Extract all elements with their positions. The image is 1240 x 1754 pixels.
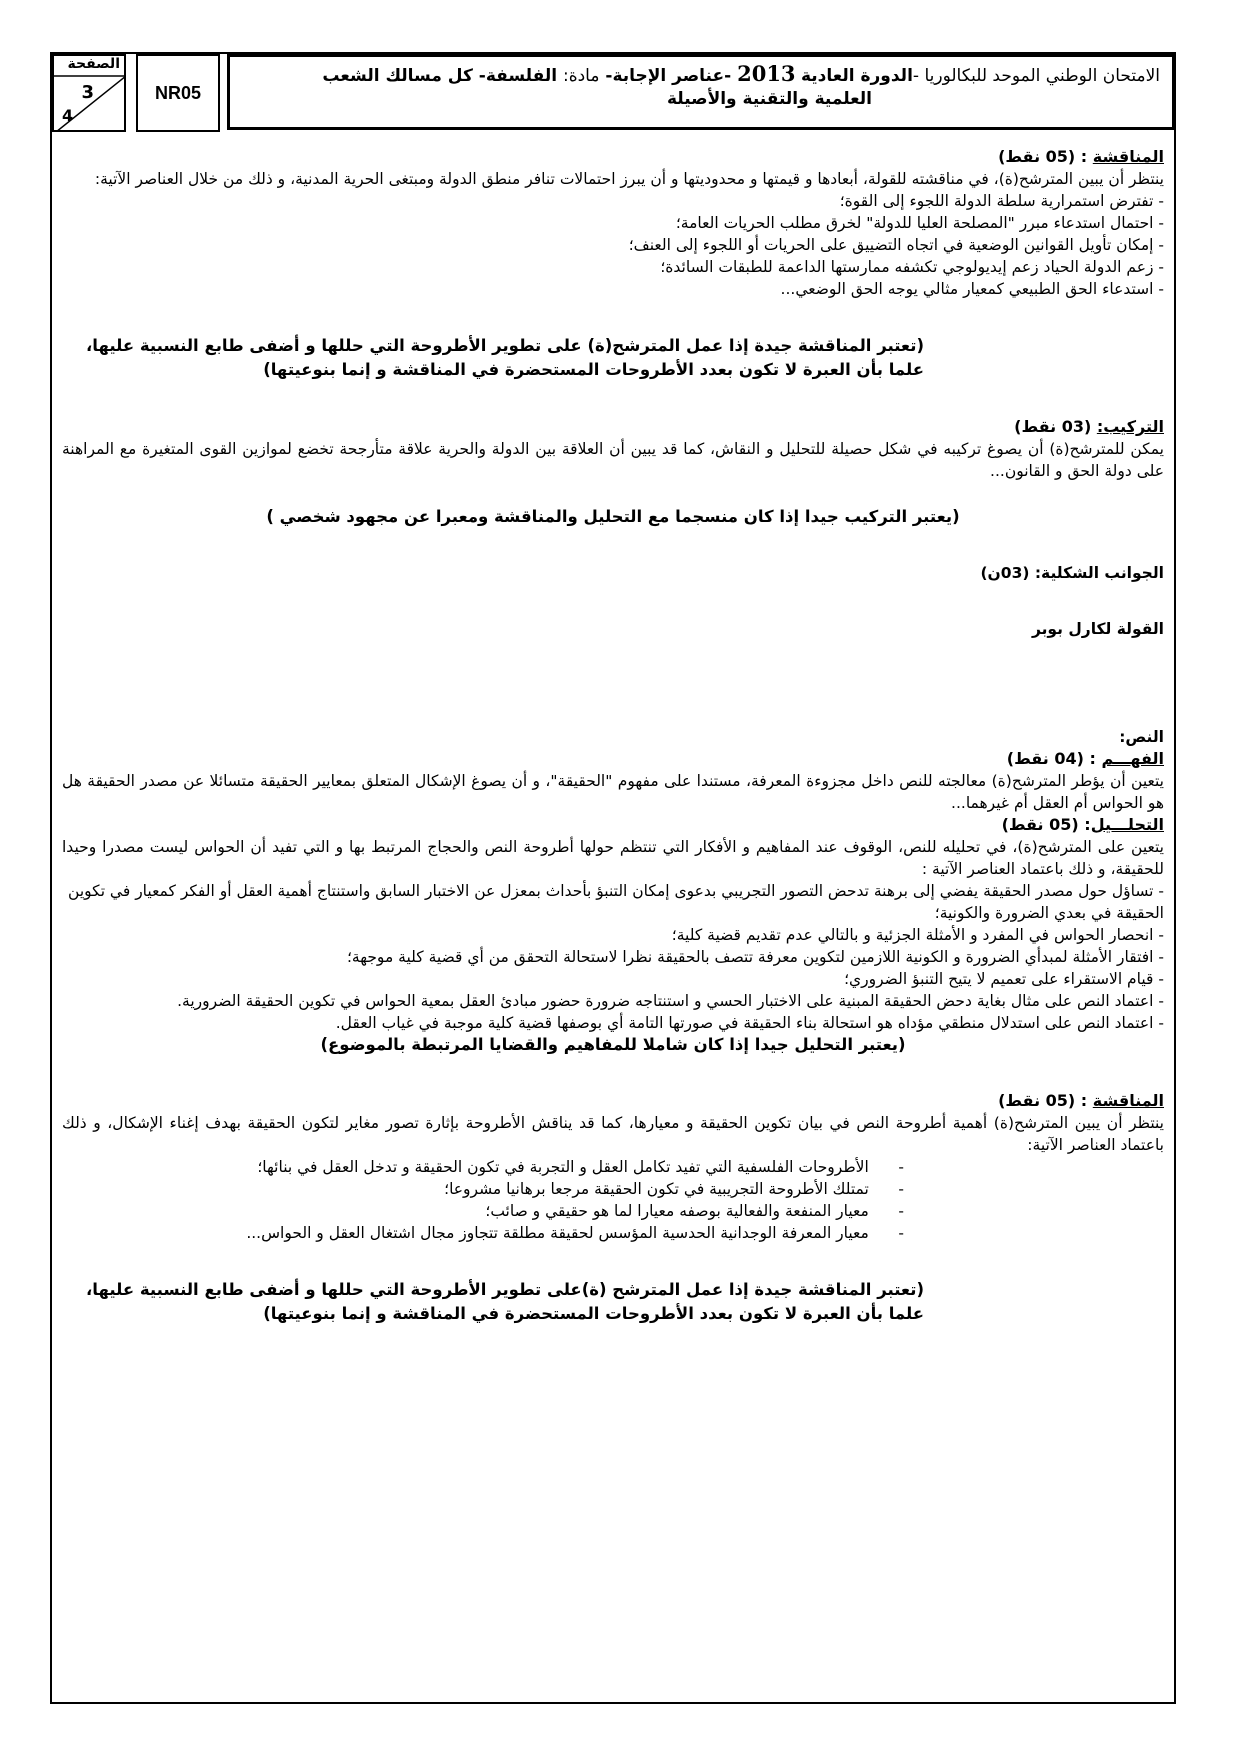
list-item: - تمتلك الأطروحة التجريبية في تكون الحقيقة مرجعا برهانيا مشروعا؛	[62, 1178, 904, 1200]
list-item: - قيام الاستقراء على تعميم لا يتيح التنبؤ الضروري؛	[62, 968, 1164, 990]
subject-label: مادة:	[562, 66, 600, 86]
page-content	[62, 146, 1164, 1326]
analysis-intro: يتعين على المترشح(ة)، في تحليله للنص، الوقوف عند المفاهيم و الأفكار التي تنتظم حولها أطروحة النص والحجاج المرتبط بها و التي تفيد أن الحواس ليست مصدرا وحيدا للحقيقة، و ذلك باعتماد العناصر الآتية :	[62, 838, 1164, 878]
page-current: 3	[81, 82, 94, 103]
synthesis-text: يمكن للمترشح(ة) أن يصوغ تركيبه في شكل حصيلة للتحليل و النقاش، كما قد يبين أن العلاقة بين الدولة والحرية علاقة متأرجحة تخضع لموازين القوى المتغيرة مع المراهنة على دولة الحق و القانون...	[62, 440, 1164, 480]
exam-title-box	[227, 54, 1175, 130]
analysis-heading: التحلـــيل: (05 نقط)	[1001, 815, 1164, 834]
discussion-heading-2: المناقشة : (05 نقط)	[998, 1091, 1164, 1110]
list-item: - الأطروحات الفلسفية التي تفيد تكامل العقل و التجربة في تكون الحقيقة و تدخل العقل في بنائها؛	[62, 1156, 904, 1178]
list-item: - معيار المعرفة الوجدانية الحدسية المؤسس لحقيقة مطلقة تتجاوز مجال اشتغال العقل و الحواس...	[62, 1222, 904, 1244]
quote-author: القولة لكارل بوبر	[1031, 620, 1164, 638]
list-item: - زعم الدولة الحياد زعم إيديولوجي تكشفه ممارستها الداعمة للطبقات السائدة؛	[62, 256, 1164, 278]
exam-code-box	[136, 54, 220, 132]
exam-year: 2013	[737, 61, 796, 86]
discussion-note-1: (تعتبر المناقشة جيدة إذا عمل المترشح(ة) على تطوير الأطروحة التي حللها و أضفى طابع النسبية عليها، علما بأن العبرة لا تكون بعدد الأطروحات المستحضرة في المناقشة و إنما بنوعيتها)	[86, 336, 924, 379]
list-item: - استدعاء الحق الطبيعي كمعيار مثالي يوجه الحق الوضعي...	[62, 278, 1164, 300]
exam-tracks: العلمية والتقنية والأصيلة	[666, 89, 872, 109]
subject-name: الفلسفة- كل مسالك الشعب	[322, 66, 563, 86]
list-item: - اعتماد النص على استدلال منطقي مؤداه هو استحالة بناء الحقيقة في صورتها التامة أي بوصفها قضية كلية موجبة في غياب العقل.	[62, 1012, 1164, 1034]
understanding-heading: الفهـــم : (04 نقط)	[1006, 749, 1164, 768]
exam-session: الدورة العادية	[800, 66, 913, 86]
page-label: الصفحة	[67, 56, 120, 72]
discussion-list-1	[62, 190, 1164, 300]
text-label: النص:	[1119, 728, 1164, 746]
discussion-intro-1: ينتظر أن يبين المترشح(ة)، في مناقشته للقولة، أبعادها و قيمتها و محدوديتها و أن يبرز احتمالات تنافر منطق الدولة ومبتغى الحرية المدنية، و ذلك من خلال العناصر الآتية:	[94, 170, 1164, 188]
discussion-intro-2: ينتظر أن يبين المترشح(ة) أهمية أطروحة النص في بيان تكوين الحقيقة و معيارها، كما قد يناقش الأطروحة بإثارة تصور مغاير لتكون الحقيقة بهدف إغناء الإشكال، و ذلك باعتماد العناصر الآتية:	[62, 1114, 1164, 1154]
list-item: - تساؤل حول مصدر الحقيقة يفضي إلى برهنة تدحض التصور التجريبي بدعوى إمكان التنبؤ بأحداث بمعزل عن الاختبار السابق واستنتاج أهمية العقل أو الفكر كمعيار في تكوين الحقيقة في بعدي الضرورة والكونية؛	[62, 880, 1164, 924]
analysis-list	[62, 880, 1164, 1034]
exam-code: NR05	[154, 82, 202, 103]
exam-title	[240, 62, 1160, 88]
exam-header	[52, 54, 1174, 132]
exam-prefix: الامتحان الوطني الموحد للبكالوريا -	[912, 66, 1160, 86]
formal-aspects: الجوانب الشكلية: (03ن)	[980, 564, 1164, 582]
understanding-text: يتعين أن يؤطر المترشح(ة) معالجته للنص داخل مجزوءة المعرفة، مستندا على مفهوم "الحقيقة"، و أن يصوغ الإشكال المتعلق بمعايير الحقيقة متسائلا عن مصدر الحقيقة هل هو الحواس أم العقل أم غيرهما...	[62, 772, 1164, 812]
list-item: - تفترض استمرارية سلطة الدولة اللجوء إلى القوة؛	[62, 190, 1164, 212]
discussion-list-2	[62, 1156, 1164, 1244]
page-total: 4	[62, 106, 74, 125]
list-item: - اعتماد النص على مثال بغاية دحض الحقيقة المبنية على الاختبار الحسي و استنتاجه ضرورة حضور مبادئ العقل بمعية الحواس في تكوين الحقيقة الضرورية.	[62, 990, 1164, 1012]
list-item: - إمكان تأويل القوانين الوضعية في اتجاه التضييق على الحريات أو اللجوء إلى العنف؛	[62, 234, 1164, 256]
list-item: - افتقار الأمثلة لمبدأي الضرورة و الكونية اللازمين لتكوين معرفة تتصف بالحقيقة نظرا لاستحالة التحقق من أي قضية كلية موجهة؛	[62, 946, 1164, 968]
list-item: - معيار المنفعة والفعالية بوصفه معيارا لما هو حقيقي و صائب؛	[62, 1200, 904, 1222]
synthesis-note: (يعتبر التركيب جيدا إذا كان منسجما مع التحليل والمناقشة ومعبرا عن مجهود شخصي )	[266, 507, 960, 526]
page-frame	[50, 52, 1176, 1704]
discussion-heading-1: المناقشة : (05 نقط)	[998, 147, 1164, 166]
discussion-note-2: (تعتبر المناقشة جيدة إذا عمل المترشح (ة)على تطوير الأطروحة التي حللها و أضفى طابع النسبية عليها، علما بأن العبرة لا تكون بعدد الأطروحات المستحضرة في المناقشة و إنما بنوعيتها)	[86, 1280, 924, 1323]
analysis-note: (يعتبر التحليل جيدا إذا كان شاملا للمفاهيم والقضايا المرتبطة بالموضوع)	[320, 1035, 906, 1054]
list-item: - انحصار الحواس في المفرد و الأمثلة الجزئية و بالتالي عدم تقديم قضية كلية؛	[62, 924, 1164, 946]
synthesis-heading: التركيب: (03 نقط)	[1014, 417, 1164, 436]
answer-elements: -عناصر الإجابة-	[599, 66, 738, 86]
page-number-box	[52, 54, 126, 132]
list-item: - احتمال استدعاء مبرر "المصلحة العليا للدولة" لخرق مطلب الحريات العامة؛	[62, 212, 1164, 234]
